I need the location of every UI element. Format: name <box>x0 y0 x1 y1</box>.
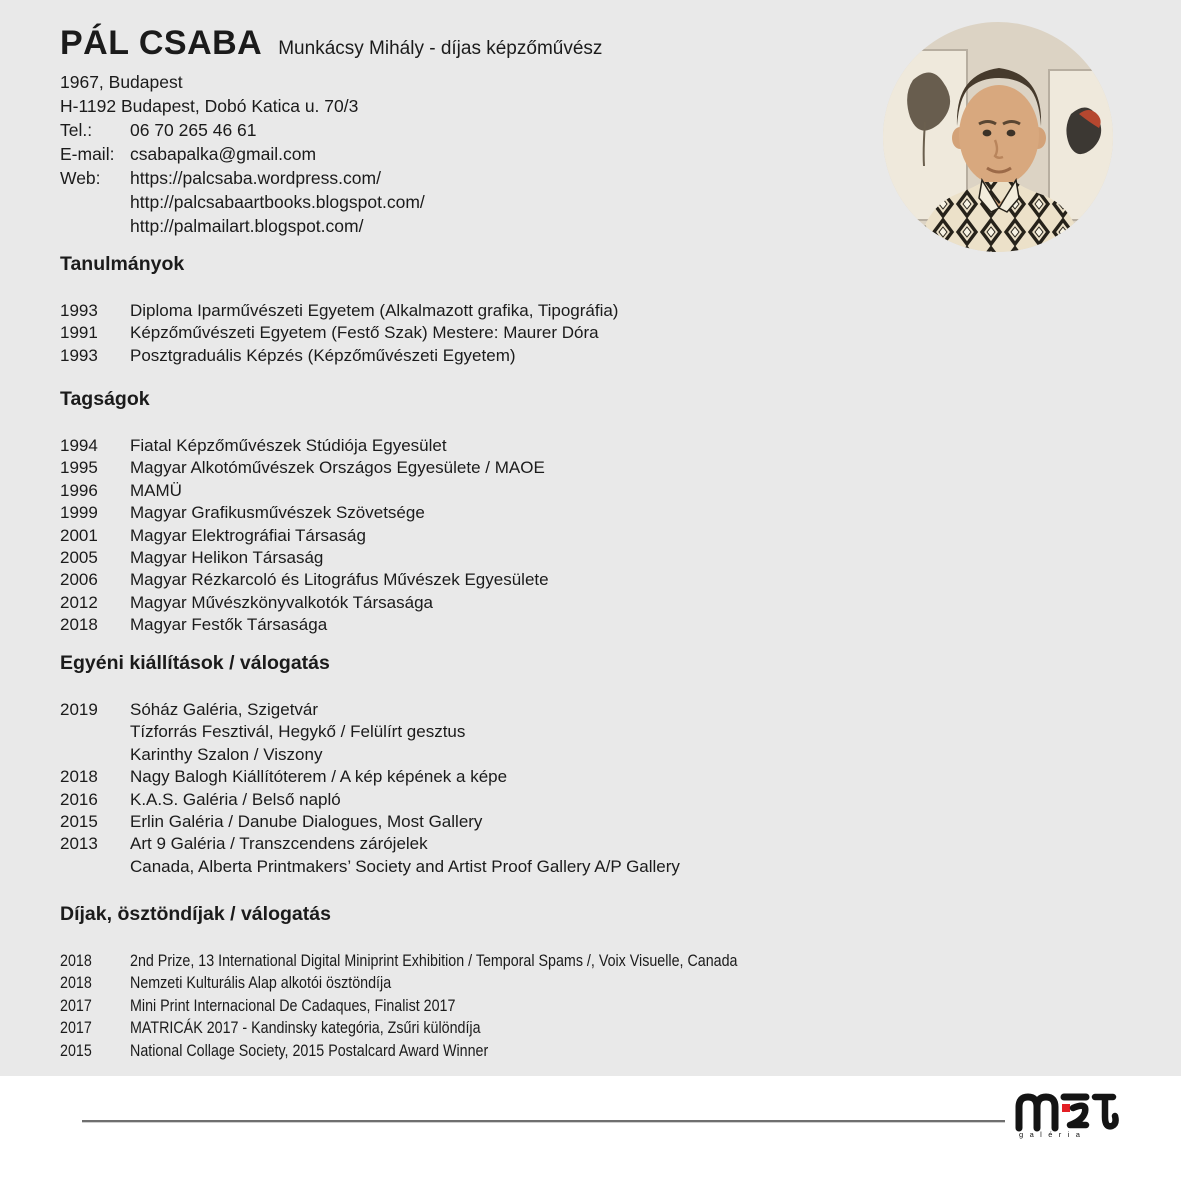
entry-row <box>60 833 680 855</box>
entry-row <box>60 950 853 972</box>
web-url: http://palcsabaartbooks.blogspot.com/ <box>130 192 425 212</box>
entry-row <box>60 789 680 811</box>
person-name: PÁL CSABA <box>60 24 263 62</box>
entry-year: 1993 <box>60 301 98 320</box>
entry-text: National Collage Society, 2015 Postalcard Award Winner <box>130 1040 489 1060</box>
entry-year: 2017 <box>60 1018 92 1038</box>
entry-year: 2001 <box>60 525 98 545</box>
entry-row <box>60 856 680 878</box>
entry-text: Tízforrás Fesztivál, Hegykő / Felülírt gesztus <box>130 722 466 742</box>
entry-row <box>60 744 680 766</box>
entry-row <box>60 435 549 457</box>
entry-text: Magyar Festők Társasága <box>130 615 328 635</box>
phone-value: 06 70 265 46 61 <box>130 120 257 140</box>
entry-row <box>60 592 549 614</box>
entry-row <box>60 457 549 479</box>
person-title: Munkácsy Mihály - díjas képzőművész <box>278 38 603 59</box>
section-title: Tanulmányok <box>60 253 185 275</box>
contact-label: E-mail: <box>60 144 115 164</box>
entry-text: Diploma Iparművészeti Egyetem (Alkalmazott grafika, Tipográfia) <box>130 301 619 320</box>
entry-year: 2019 <box>60 700 98 719</box>
entry-text: Magyar Grafikusművészek Szövetsége <box>130 503 425 523</box>
entry-row <box>60 699 680 721</box>
entry-row <box>60 995 853 1017</box>
entry-text: Magyar Rézkarcoló és Litográfus Művészek Egyesülete <box>130 570 549 590</box>
entry-row <box>60 614 549 636</box>
logo-subtext: galéria <box>1019 1130 1087 1139</box>
entry-row <box>60 721 680 743</box>
entry-year: 1993 <box>60 345 98 365</box>
entry-row <box>60 502 549 524</box>
entry-text: K.A.S. Galéria / Belső napló <box>130 789 341 809</box>
entry-text: Erlin Galéria / Danube Dialogues, Most Gallery <box>130 812 483 832</box>
email-value: csabapalka@gmail.com <box>130 144 317 164</box>
entry-row <box>60 322 618 344</box>
entry-year: 2015 <box>60 1040 92 1060</box>
met-galeria-logo <box>1011 1087 1119 1139</box>
section-rows <box>60 699 680 878</box>
name-line <box>60 24 602 63</box>
section-memberships <box>60 388 549 637</box>
portrait-photo <box>883 22 1113 252</box>
contact-label: Tel.: <box>60 120 93 140</box>
entry-year: 2018 <box>60 951 92 970</box>
entry-row <box>60 300 618 322</box>
contact-row <box>60 214 602 238</box>
entry-text: Magyar Alkotóművészek Országos Egyesülete / MAOE <box>130 458 545 478</box>
entry-text: Canada, Alberta Printmakers’ Society and Artist Proof Gallery A/P Gallery <box>130 856 680 876</box>
entry-row <box>60 766 680 788</box>
entry-year: 1995 <box>60 458 98 478</box>
entry-row <box>60 480 549 502</box>
entry-text: Karinthy Szalon / Viszony <box>130 744 323 764</box>
entry-row <box>60 1017 853 1039</box>
entry-text: Fiatal Képzőművészek Stúdiója Egyesület <box>130 436 447 455</box>
section-rows <box>60 950 853 1062</box>
entry-row <box>60 811 680 833</box>
entry-year: 2018 <box>60 615 98 635</box>
entry-text: Magyar Elektrográfiai Társaság <box>130 525 366 545</box>
section-awards <box>60 903 853 1062</box>
portrait-photo-illustration <box>883 22 1113 252</box>
entry-text: 2nd Prize, 13 International Digital Miniprint Exhibition / Temporal Spams /, Voix Visuelle, Canada <box>130 951 738 970</box>
entry-year <box>60 856 130 878</box>
entry-row <box>60 569 549 591</box>
met-logo-glyphs <box>1011 1087 1119 1139</box>
web-url: https://palcsaba.wordpress.com/ <box>130 168 381 188</box>
contact-row <box>60 142 602 166</box>
entry-row <box>60 345 618 367</box>
section-rows <box>60 435 549 637</box>
entry-text: MATRICÁK 2017 - Kandinsky kategória, Zsűri különdíja <box>130 1018 481 1038</box>
contact-row <box>60 166 602 190</box>
entry-text: Nemzeti Kulturális Alap alkotói ösztöndíja <box>130 973 392 993</box>
entry-year: 1991 <box>60 323 98 343</box>
entry-year: 2012 <box>60 592 98 612</box>
entry-year: 2005 <box>60 548 98 568</box>
web-url: http://palmailart.blogspot.com/ <box>130 216 364 236</box>
section-solo-exhibitions <box>60 652 680 878</box>
contact-label: Web: <box>60 168 101 188</box>
entry-text: Sóház Galéria, Szigetvár <box>130 700 319 719</box>
entry-text: Magyar Helikon Társaság <box>130 548 324 568</box>
birth-line: 1967, Budapest <box>60 72 183 92</box>
section-studies <box>60 253 618 367</box>
entry-year: 2018 <box>60 767 98 787</box>
entry-text: MAMÜ <box>130 480 182 500</box>
entry-row <box>60 525 549 547</box>
entry-year: 1994 <box>60 436 98 455</box>
entry-year <box>60 721 130 743</box>
entry-text: Képzőművészeti Egyetem (Festő Szak) Mestere: Maurer Dóra <box>130 323 599 343</box>
entry-text: Magyar Művészkönyvalkotók Társasága <box>130 592 433 612</box>
entry-row <box>60 1040 853 1062</box>
entry-row <box>60 972 853 994</box>
section-title: Egyéni kiállítások / válogatás <box>60 652 330 674</box>
entry-row <box>60 547 549 569</box>
header <box>60 24 602 238</box>
entry-text: Mini Print Internacional De Cadaques, Finalist 2017 <box>130 995 456 1015</box>
entry-text: Art 9 Galéria / Transzcendens zárójelek <box>130 834 428 854</box>
entry-year <box>60 744 130 766</box>
entry-year: 2016 <box>60 789 98 809</box>
contact-row <box>60 118 602 142</box>
entry-text: Posztgraduális Képzés (Képzőművészeti Egyetem) <box>130 345 516 365</box>
entry-text: Nagy Balogh Kiállítóterem / A kép képének a képe <box>130 767 508 787</box>
entry-year: 1999 <box>60 503 98 523</box>
entry-year: 2015 <box>60 812 98 832</box>
entry-year: 2006 <box>60 570 98 590</box>
entry-year: 2013 <box>60 834 98 854</box>
section-title: Díjak, ösztöndíjak / válogatás <box>60 903 331 925</box>
section-rows <box>60 300 618 367</box>
entry-year: 2017 <box>60 995 92 1015</box>
footer-divider <box>82 1120 1005 1123</box>
section-title: Tagságok <box>60 388 150 410</box>
contact-row <box>60 190 602 214</box>
address-line: H-1192 Budapest, Dobó Katica u. 70/3 <box>60 96 359 116</box>
entry-year: 1996 <box>60 480 98 500</box>
entry-year: 2018 <box>60 973 92 993</box>
